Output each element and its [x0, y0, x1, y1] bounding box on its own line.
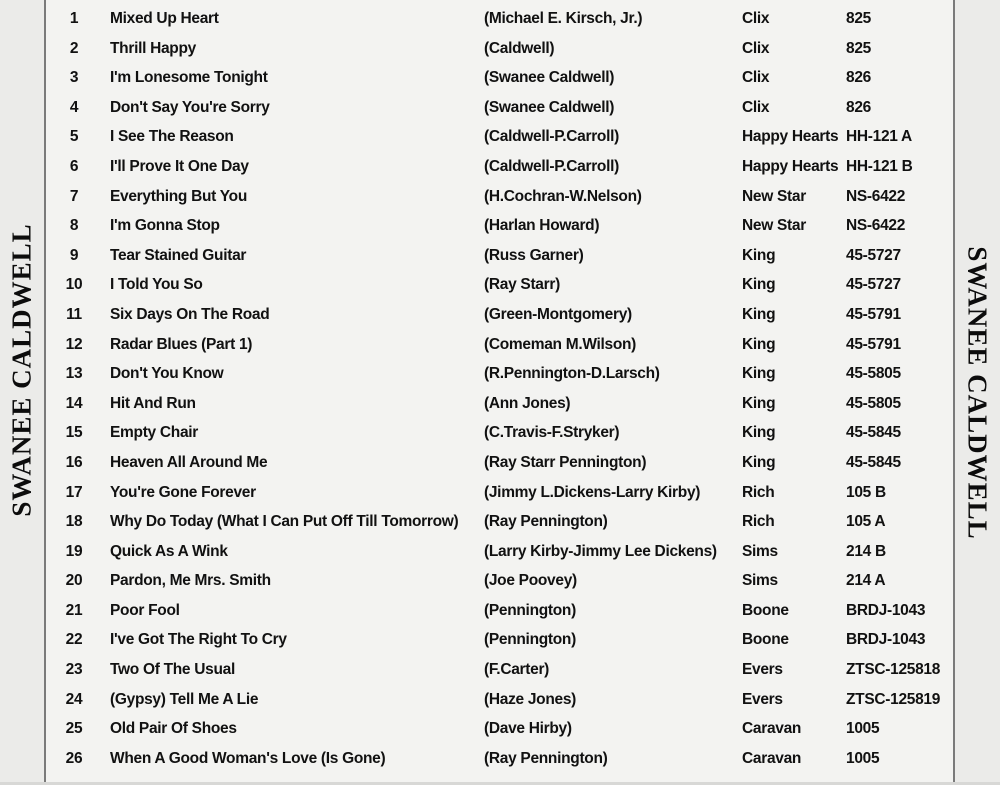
track-label: Boone — [742, 631, 789, 649]
track-label: Caravan — [742, 749, 802, 767]
track-label: Evers — [742, 661, 783, 679]
track-catalog: 1005 — [846, 749, 880, 767]
track-title: Quick As A Wink — [110, 542, 228, 560]
track-number: 24 — [65, 690, 83, 708]
track-title: Tear Stained Guitar — [110, 246, 247, 264]
left-spine — [0, 0, 46, 785]
track-writer: (Ray Starr) — [484, 276, 560, 294]
track-number: 22 — [65, 631, 83, 649]
track-title: Don't Say You're Sorry — [110, 98, 270, 116]
track-writer: (Swanee Caldwell) — [484, 98, 615, 116]
track-label: King — [742, 394, 776, 412]
track-label: Sims — [742, 572, 778, 590]
track-label: Evers — [742, 690, 783, 708]
track-row — [46, 212, 953, 242]
track-catalog: HH-121 A — [846, 128, 912, 146]
track-row — [46, 360, 953, 390]
track-title: I've Got The Right To Cry — [110, 631, 287, 649]
track-catalog: ZTSC-125819 — [846, 690, 941, 708]
track-row — [46, 715, 953, 745]
track-title: I'll Prove It One Day — [110, 157, 249, 175]
track-writer: (Ray Starr Pennington) — [484, 453, 647, 471]
track-row — [46, 508, 953, 538]
track-number: 1 — [69, 10, 79, 27]
track-row — [46, 94, 953, 124]
track-number: 23 — [65, 661, 83, 679]
track-label: King — [742, 424, 776, 442]
track-number: 17 — [65, 483, 83, 501]
track-row — [46, 626, 953, 656]
track-number: 8 — [69, 217, 79, 235]
track-label: New Star — [742, 187, 806, 205]
track-writer: (Green-Montgomery) — [484, 305, 632, 323]
track-catalog: 45-5805 — [846, 365, 901, 383]
track-number: 19 — [65, 542, 83, 560]
track-title: Radar Blues (Part 1) — [110, 335, 253, 353]
track-label: Happy Hearts — [742, 128, 839, 146]
track-title: Old Pair Of Shoes — [110, 720, 237, 738]
track-label: Rich — [742, 483, 775, 501]
track-row — [46, 123, 953, 153]
track-row — [46, 567, 953, 597]
track-title: Empty Chair — [110, 424, 198, 442]
track-label: New Star — [742, 217, 806, 235]
track-writer: (Caldwell-P.Carroll) — [484, 128, 619, 146]
track-writer: (Caldwell-P.Carroll) — [484, 157, 619, 175]
track-writer: (Michael E. Kirsch, Jr.) — [484, 10, 643, 27]
track-number: 26 — [65, 749, 83, 767]
track-title: Thrill Happy — [110, 39, 196, 57]
track-writer: (Pennington) — [484, 631, 576, 649]
track-title: Pardon, Me Mrs. Smith — [110, 572, 271, 590]
track-row — [46, 64, 953, 94]
track-number: 10 — [65, 276, 83, 294]
track-list — [46, 5, 953, 774]
track-catalog: 105 B — [846, 483, 886, 501]
track-row — [46, 5, 953, 35]
track-number: 15 — [65, 424, 83, 442]
track-label: King — [742, 453, 776, 471]
track-row — [46, 183, 953, 213]
track-writer: (Larry Kirby-Jimmy Lee Dickens) — [484, 542, 717, 560]
track-catalog: 45-5845 — [846, 453, 901, 471]
track-catalog: 214 A — [846, 572, 886, 590]
track-number: 9 — [69, 246, 79, 264]
track-row — [46, 479, 953, 509]
track-title: Everything But You — [110, 187, 247, 205]
track-title: I'm Lonesome Tonight — [110, 69, 268, 87]
track-title: Six Days On The Road — [110, 305, 270, 323]
track-writer: (Swanee Caldwell) — [484, 69, 615, 87]
track-number: 12 — [65, 335, 83, 353]
track-row — [46, 597, 953, 627]
track-label: King — [742, 246, 776, 264]
track-label: Happy Hearts — [742, 157, 839, 175]
track-row — [46, 745, 953, 775]
track-writer: (R.Pennington-D.Larsch) — [484, 365, 660, 383]
track-catalog: 825 — [846, 39, 871, 57]
track-number: 14 — [65, 394, 83, 412]
track-row — [46, 390, 953, 420]
track-title: I Told You So — [110, 276, 203, 294]
track-catalog: 105 A — [846, 513, 886, 531]
track-row — [46, 153, 953, 183]
track-number: 3 — [69, 69, 79, 87]
track-writer: (Joe Poovey) — [484, 572, 577, 590]
track-title: Why Do Today (What I Can Put Off Till Tomorrow) — [110, 513, 459, 531]
track-number: 11 — [66, 305, 82, 323]
track-catalog: 45-5791 — [846, 305, 901, 323]
track-writer: (C.Travis-F.Stryker) — [484, 424, 620, 442]
track-catalog: NS-6422 — [846, 217, 906, 235]
track-label: Caravan — [742, 720, 802, 738]
track-label: Clix — [742, 69, 770, 87]
track-writer: (Harlan Howard) — [484, 217, 600, 235]
track-title: Two Of The Usual — [110, 661, 235, 679]
track-writer: (Ray Pennington) — [484, 749, 608, 767]
track-catalog: BRDJ-1043 — [846, 631, 926, 649]
track-label: King — [742, 276, 776, 294]
track-writer: (F.Carter) — [484, 661, 550, 679]
track-catalog: 825 — [846, 10, 871, 27]
track-row — [46, 242, 953, 272]
track-label: King — [742, 365, 776, 383]
track-row — [46, 271, 953, 301]
track-writer: (Jimmy L.Dickens-Larry Kirby) — [484, 483, 701, 501]
track-row — [46, 686, 953, 716]
track-row — [46, 419, 953, 449]
track-title: Hit And Run — [110, 394, 196, 412]
track-label: Rich — [742, 513, 775, 531]
track-row — [46, 449, 953, 479]
track-label: Clix — [742, 98, 770, 116]
track-catalog: BRDJ-1043 — [846, 601, 926, 619]
track-title: I See The Reason — [110, 128, 234, 146]
right-spine-title: SWANEE CALDWELL — [962, 246, 993, 540]
track-row — [46, 656, 953, 686]
track-catalog: 214 B — [846, 542, 886, 560]
track-number: 6 — [69, 157, 79, 175]
track-title: (Gypsy) Tell Me A Lie — [110, 690, 259, 708]
track-catalog: HH-121 B — [846, 157, 913, 175]
track-title: Mixed Up Heart — [110, 10, 219, 27]
track-row — [46, 301, 953, 331]
track-label: Clix — [742, 10, 770, 27]
track-catalog: 1005 — [846, 720, 880, 738]
track-writer: (H.Cochran-W.Nelson) — [484, 187, 642, 205]
track-title: Poor Fool — [110, 601, 180, 619]
track-title: Don't You Know — [110, 365, 224, 383]
track-writer: (Ann Jones) — [484, 394, 571, 412]
track-title: Heaven All Around Me — [110, 453, 268, 471]
track-number: 4 — [69, 98, 79, 116]
track-catalog: 45-5727 — [846, 276, 901, 294]
track-number: 2 — [69, 39, 79, 57]
track-catalog: 826 — [846, 69, 871, 87]
track-number: 13 — [65, 365, 83, 383]
track-writer: (Ray Pennington) — [484, 513, 608, 531]
track-catalog: NS-6422 — [846, 187, 906, 205]
track-label: King — [742, 335, 776, 353]
track-number: 5 — [69, 128, 79, 146]
track-number: 20 — [65, 572, 83, 590]
track-number: 18 — [65, 513, 83, 531]
track-catalog: 45-5845 — [846, 424, 901, 442]
left-spine-title: SWANEE CALDWELL — [6, 223, 37, 517]
track-catalog: 45-5805 — [846, 394, 901, 412]
track-title: You're Gone Forever — [110, 483, 256, 501]
track-catalog: ZTSC-125818 — [846, 661, 941, 679]
track-label: Clix — [742, 39, 770, 57]
track-number: 16 — [65, 453, 83, 471]
track-row — [46, 331, 953, 361]
track-writer: (Haze Jones) — [484, 690, 577, 708]
track-title: When A Good Woman's Love (Is Gone) — [110, 749, 386, 767]
right-spine — [953, 0, 1000, 785]
track-catalog: 45-5727 — [846, 246, 901, 264]
track-label: King — [742, 305, 776, 323]
track-row — [46, 538, 953, 568]
track-number: 7 — [69, 187, 79, 205]
track-title: I'm Gonna Stop — [110, 217, 220, 235]
track-catalog: 826 — [846, 98, 871, 116]
track-label: Boone — [742, 601, 789, 619]
track-writer: (Comeman M.Wilson) — [484, 335, 637, 353]
track-label: Sims — [742, 542, 778, 560]
track-number: 21 — [65, 601, 83, 619]
track-writer: (Dave Hirby) — [484, 720, 572, 738]
track-row — [46, 35, 953, 65]
track-catalog: 45-5791 — [846, 335, 901, 353]
track-number: 25 — [65, 720, 83, 738]
track-writer: (Pennington) — [484, 601, 576, 619]
track-writer: (Russ Garner) — [484, 246, 584, 264]
track-writer: (Caldwell) — [484, 39, 555, 57]
